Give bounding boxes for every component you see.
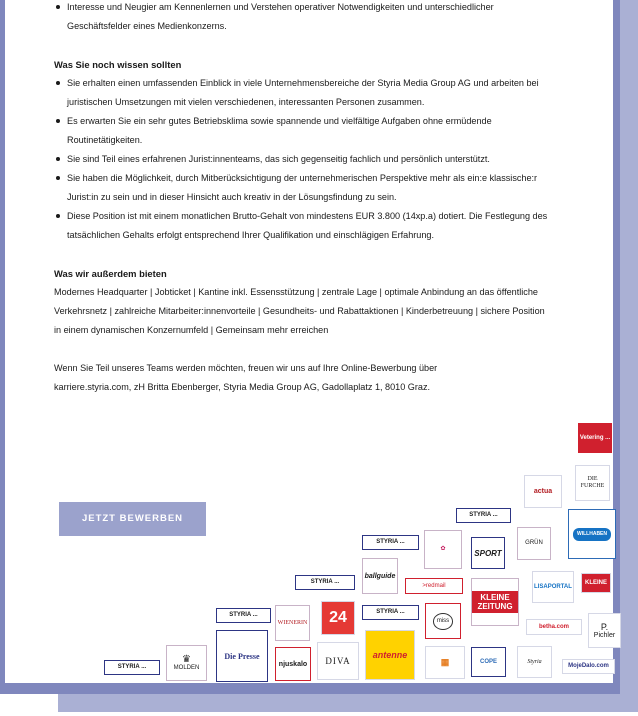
section-heading-benefits: Was wir außerdem bieten	[54, 268, 167, 279]
molden-logo: ♛ MOLDEN	[166, 645, 207, 681]
job-posting-sheet	[5, 0, 616, 683]
list-item: Sie sind Teil eines erfahrenen Jurist:innenteams, das sich gegenseitig fachlich und persönlich unterstützt.	[54, 150, 554, 169]
list-item: Es erwarten Sie ein sehr gutes Betriebsklima sowie spannende und vielfältige Aufgaben ohne ermüdende Routinetätigkeiten.	[54, 112, 554, 150]
betha-logo: betha.com	[526, 619, 582, 635]
section-heading-info: Was Sie noch wissen sollten	[54, 59, 182, 70]
job-description	[54, 0, 554, 397]
styria-logo: STYRIA ...	[295, 575, 355, 590]
wienerin-logo: WIENERIN	[275, 605, 310, 641]
die-presse-logo: Die Presse	[216, 630, 268, 682]
flamingo-logo: ✿	[424, 530, 462, 569]
redmail-logo: >redmail	[405, 578, 463, 594]
die-furche-logo: DIE FURCHE	[575, 465, 610, 501]
benefits-text: Modernes Headquarter | Jobticket | Kantine inkl. Essensstützung | zentrale Lage | optimale Anbindung an das öffentliche Verkehrsnetz | zahlreiche Mitarbeiter:innenvorteile | Gesundheits- und Rabattaktionen | Kinderbetreuung | sichere Position in einem dynamischen Konzernumfeld | Gemeinsam mehr erreichen	[54, 287, 545, 335]
info-list	[54, 74, 554, 245]
intro-list	[54, 0, 554, 36]
kleine-zeitung-badge: KLEINE ZEITUNG	[472, 591, 518, 613]
diva-logo: DIVA	[317, 642, 359, 680]
willhaben-logo	[568, 509, 616, 559]
styria-logo: STYRIA ...	[216, 608, 271, 623]
sport-logo: SPORT	[471, 537, 505, 569]
closing-text: Wenn Sie Teil unseres Teams werden möchten, freuen wir uns auf Ihre Online-Bewerbung über karriere.styria.com, zH Britta Ebenberger, Styria Media Group AG, Gadollaplatz 1, 8010 Graz.	[54, 363, 438, 392]
gruen-logo: GRÜN	[517, 527, 551, 560]
colorful-logo: ▦	[425, 646, 465, 679]
list-item: Diese Position ist mit einem monatlichen Brutto-Gehalt von mindestens EUR 3.800 (14xp.a) dotiert. Die Festlegung des tatsächlichen Gehalts erfolgt entsprechend Ihrer Qualifikation und einschlägigen Erfahrung.	[54, 207, 554, 245]
24-logo: 24	[321, 601, 355, 635]
kleine-logo: KLEINE	[581, 573, 611, 593]
styria-logo: STYRIA ...	[104, 660, 160, 675]
willhaben-badge: WILLHABEN	[573, 528, 611, 541]
lisaportal-logo: LISAPORTAL	[532, 571, 574, 603]
list-item: Interesse und Neugier am Kennenlernen und Verstehen operativer Notwendigkeiten und unterschiedlicher Geschäftsfelder eines Medienkonzerns.	[54, 0, 554, 36]
moje-dalo-logo: MojeDalo.com	[562, 659, 615, 674]
kleine-zeitung-logo	[471, 578, 519, 626]
pichler-logo: P. Pichler	[588, 613, 621, 648]
styria-logo: STYRIA ...	[456, 508, 511, 523]
antenne-logo: antenne	[365, 630, 415, 680]
list-item: Sie erhalten einen umfassenden Einblick in viele Unternehmensbereiche der Styria Media Group AG und arbeiten bei juristischen Umsetzungen mit vielen verschiedenen, interessanten Personen zusammen.	[54, 74, 554, 112]
styria-script-logo: Styria	[517, 646, 552, 678]
actua-logo: actua	[524, 475, 562, 508]
cope-logo: COPE	[471, 647, 506, 677]
ballguide-logo: ballguide	[362, 558, 398, 594]
miss-logo: miss	[425, 603, 461, 639]
styria-logo: STYRIA ...	[362, 605, 419, 620]
vetering-logo: Vetering ...	[578, 423, 612, 453]
njuskalo-logo: njuskalo	[275, 647, 311, 681]
styria-logo: STYRIA ...	[362, 535, 419, 550]
apply-button[interactable]: JETZT BEWERBEN	[59, 502, 206, 536]
list-item: Sie haben die Möglichkeit, durch Mitberücksichtigung der unternehmerischen Perspektive mehr als ein:e klassische:r Jurist:in zu sein und in dieser Hinsicht auch kreativ in der Lösungsfindung zu sein.	[54, 169, 554, 207]
